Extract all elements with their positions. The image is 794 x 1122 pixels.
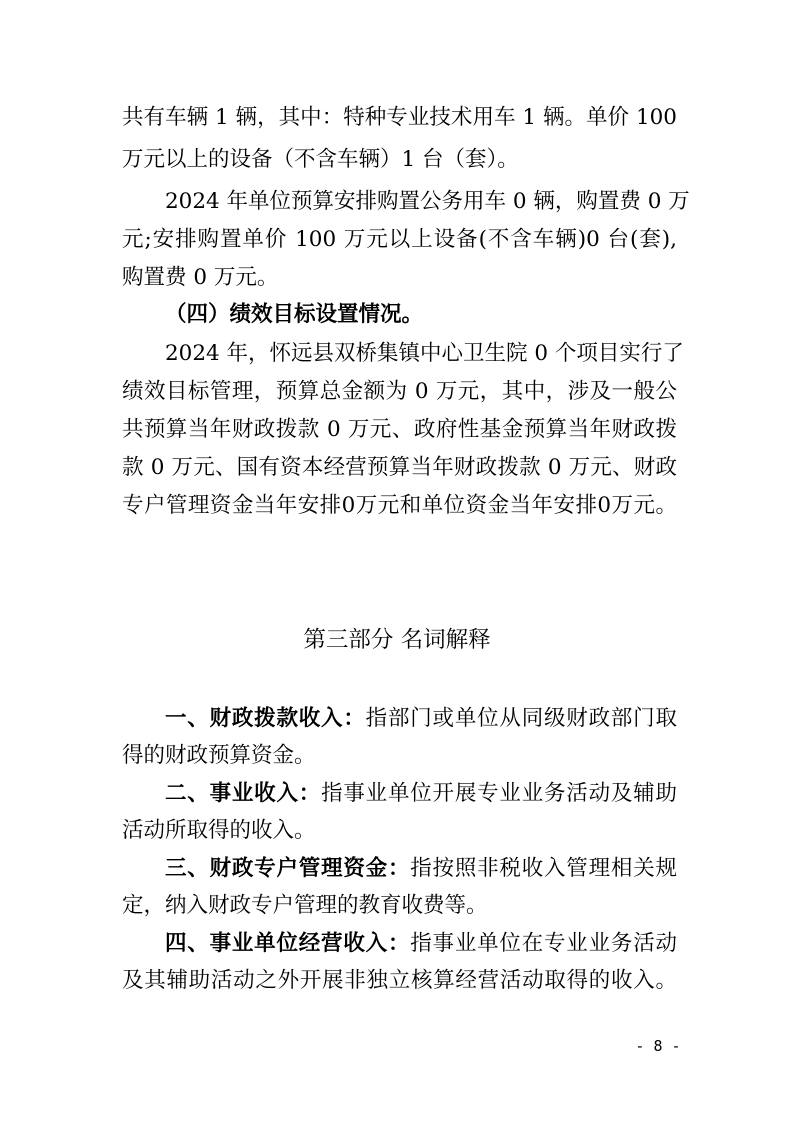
definition-2-line-2: 活动所取得的收入。 <box>122 818 316 843</box>
definition-text: 指事业单位开展专业业务活动及辅助 <box>321 781 677 806</box>
purchase-line-3: 购置费 0 万元。 <box>122 265 279 290</box>
definition-1-line-2: 得的财政预算资金。 <box>122 743 316 768</box>
definition-term: 三、财政专户管理资金： <box>165 856 411 881</box>
page-number: - 8 - <box>635 1037 681 1055</box>
definition-2-line-1 <box>165 776 677 812</box>
part-three-heading: 第三部分 名词解释 <box>303 627 491 653</box>
definition-term: 一、财政拨款收入： <box>165 706 366 731</box>
performance-line-1: 2024 年，怀远县双桥集镇中心卫生院 0 个项目实行了 <box>165 341 684 366</box>
definition-4-line-2: 及其辅助活动之外开展非独立核算经营活动取得的收入。 <box>122 968 677 993</box>
assets-line-1: 共有车辆 1 辆，其中：特种专业技术用车 1 辆。单价 100 <box>122 105 677 130</box>
performance-line-2: 绩效目标管理，预算总金额为 0 万元，其中，涉及一般公 <box>122 379 677 404</box>
performance-section-title: （四）绩效目标设置情况。 <box>165 302 424 327</box>
definition-term: 四、事业单位经营收入： <box>165 931 411 956</box>
definition-term: 二、事业收入： <box>165 781 322 806</box>
performance-line-5: 专户管理资金当年安排0万元和单位资金当年安排0万元。 <box>122 493 677 518</box>
definition-4-line-1 <box>165 926 677 962</box>
definition-3-line-1 <box>165 851 677 887</box>
definition-text: 指按照非税收入管理相关规 <box>410 856 677 881</box>
definition-1-line-1 <box>165 701 677 737</box>
performance-line-4: 款 0 万元、国有资本经营预算当年财政拨款 0 万元、财政 <box>122 455 677 480</box>
definition-3-line-2: 定，纳入财政专户管理的教育收费等。 <box>122 893 488 918</box>
purchase-line-2: 元;安排购置单价 100 万元以上设备(不含车辆)0 台(套), <box>122 227 677 252</box>
performance-line-3: 共预算当年财政拨款 0 万元、政府性基金预算当年财政拨 <box>122 417 677 442</box>
definition-text: 指部门或单位从同级财政部门取 <box>365 706 677 731</box>
purchase-line-1: 2024 年单位预算安排购置公务用车 0 辆，购置费 0 万 <box>165 189 690 214</box>
definition-text: 指事业单位在专业业务活动 <box>410 931 677 956</box>
assets-line-2: 万元以上的设备（不含车辆）1 台（套）。 <box>122 147 519 172</box>
